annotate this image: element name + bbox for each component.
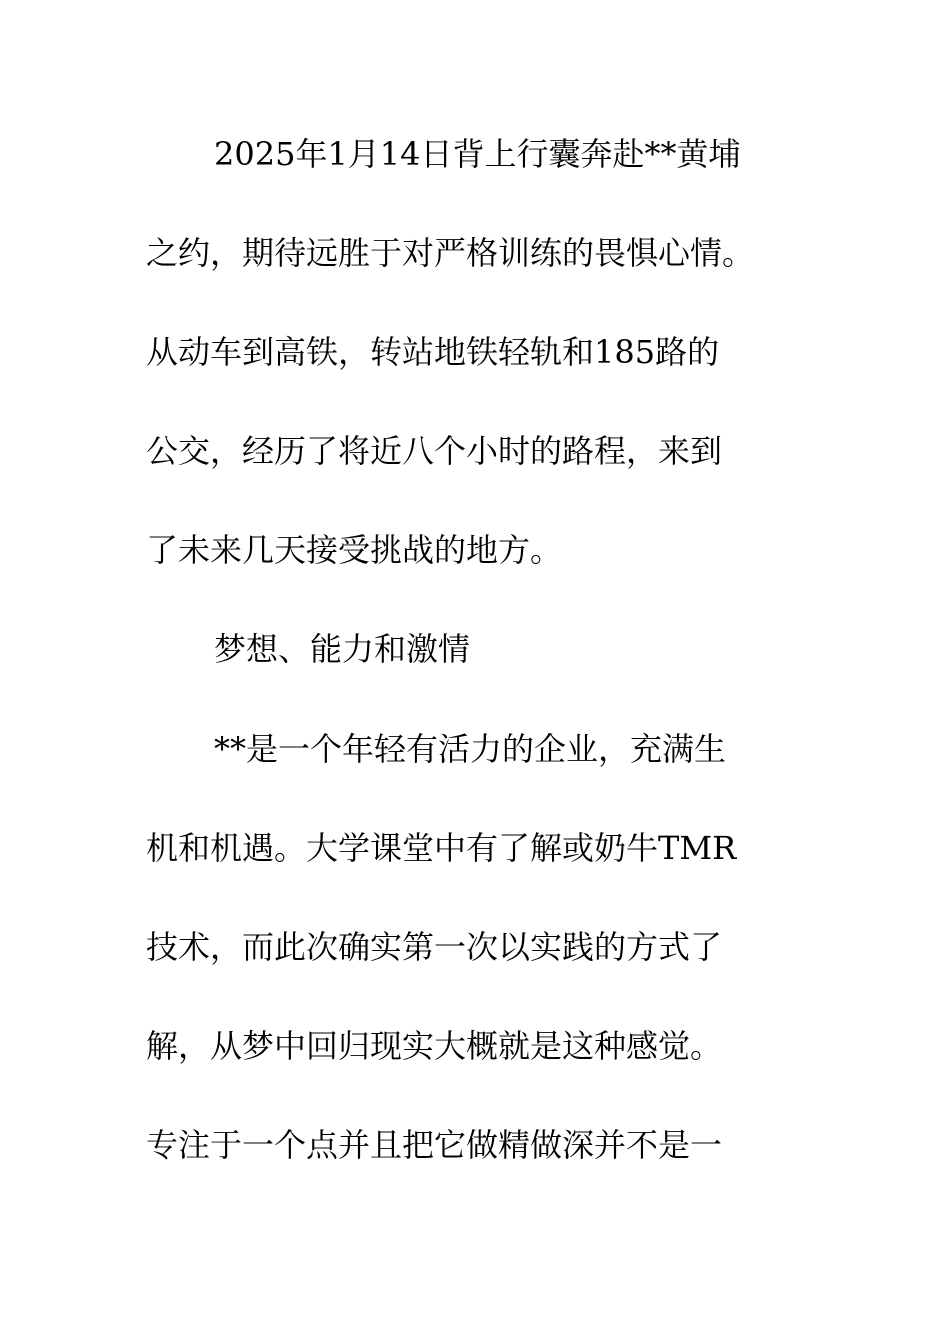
- paragraph-line-9: 解，从梦中回归现实大概就是这种感觉。: [146, 1027, 723, 1065]
- paragraph-line-7: 机和机遇。大学课堂中有了解或奶牛TMR: [146, 829, 737, 867]
- paragraph-line-2: 之约，期待远胜于对严格训练的畏惧心情。: [146, 234, 755, 272]
- paragraph-line-1: 2025年1月14日背上行囊奔赴**黄埔: [214, 135, 741, 173]
- paragraph-line-8: 技术，而此次确实第一次以实践的方式了: [146, 928, 723, 966]
- paragraph-line-3: 从动车到高铁，转站地铁轻轨和185路的: [146, 333, 720, 371]
- paragraph-line-5: 了未来几天接受挑战的地方。: [146, 531, 563, 569]
- paragraph-line-4: 公交，经历了将近八个小时的路程，来到: [146, 432, 723, 470]
- paragraph-line-10: 专注于一个点并且把它做精做深并不是一: [146, 1126, 723, 1164]
- paragraph-line-6: **是一个年轻有活力的企业，充满生: [214, 730, 727, 768]
- section-heading: 梦想、能力和激情: [214, 630, 471, 668]
